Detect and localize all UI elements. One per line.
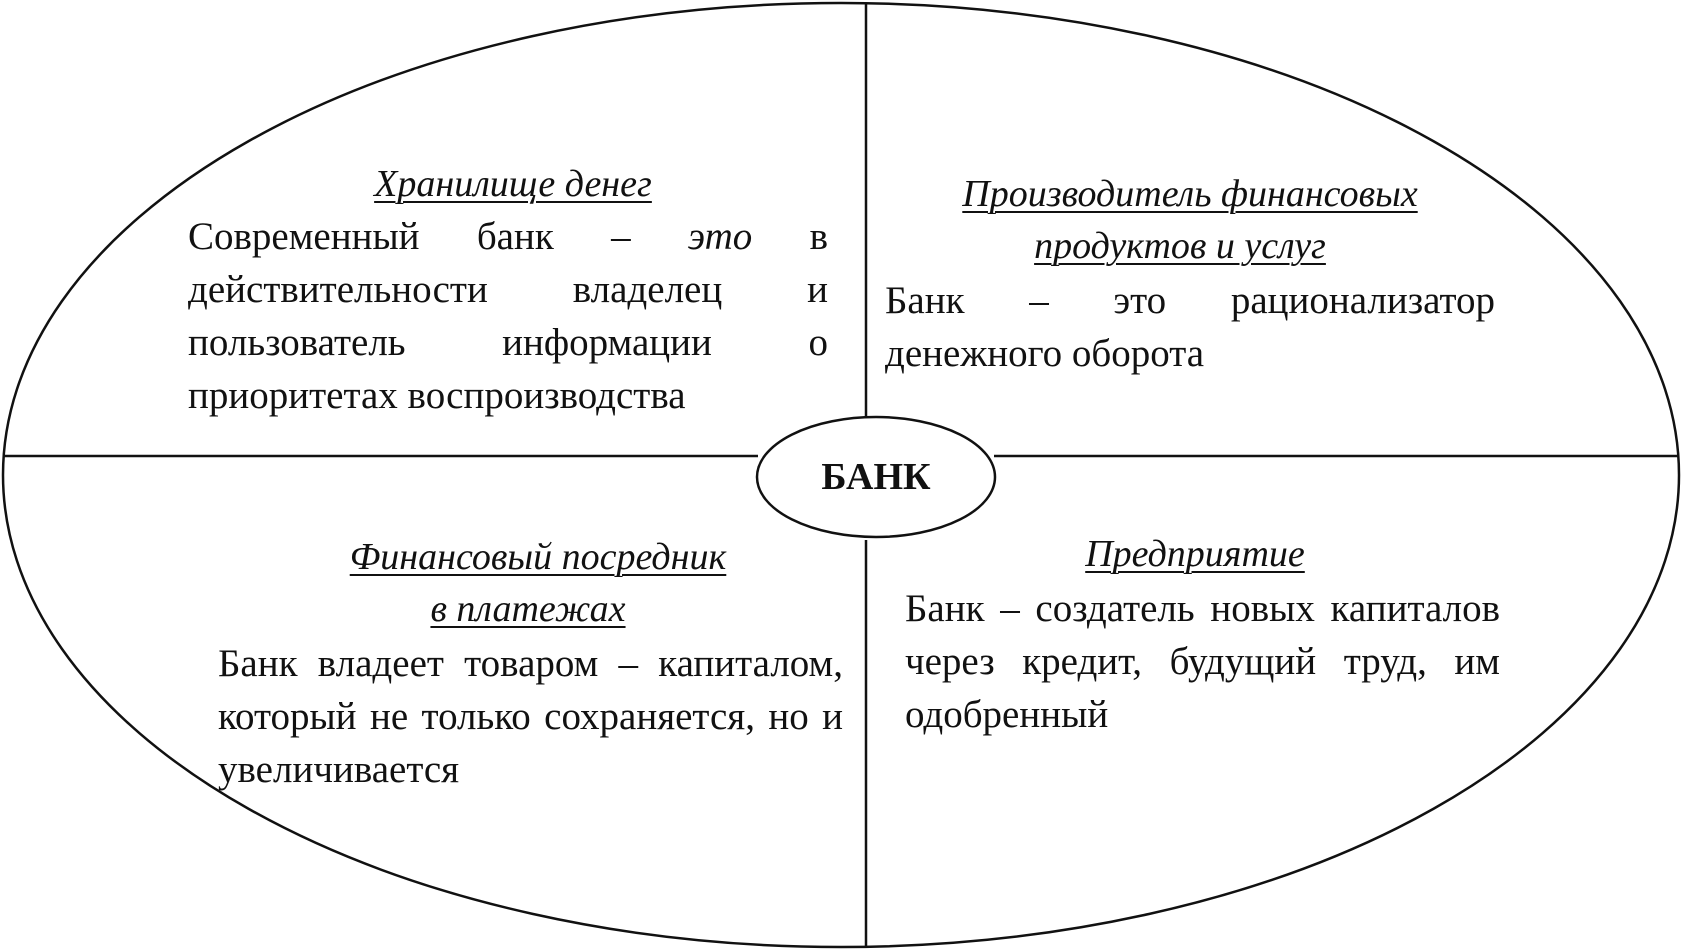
quadrant-text: Банк – это рационализатор денежного оборота (885, 279, 1495, 375)
quadrant-enterprise (905, 528, 1500, 741)
quadrant-title-line1: Производитель финансовых (962, 173, 1418, 215)
center-label: БАНК (821, 456, 931, 498)
text-segment: Современный банк – (188, 215, 688, 258)
text-segment: в действительности владелец и пользователь информации о приоритетах воспроизводства (188, 215, 828, 417)
text-italic-segment: это (687, 215, 753, 258)
quadrant-storage (188, 158, 828, 422)
quadrant-title: Предприятие (1085, 533, 1305, 575)
quadrant-title: Хранилище денег (374, 163, 652, 205)
quadrant-producer (885, 168, 1495, 380)
quadrant-text: Банк – создатель новых капиталов через кредит, будущий труд, им одобренный (905, 587, 1500, 736)
quadrant-text (188, 210, 828, 422)
quadrant-title-line2: продуктов и услуг (1034, 225, 1326, 267)
quadrant-title-line2: в платежах (430, 588, 626, 630)
quadrant-text: Банк владеет товаром – капиталом, который не только сохраняется, но и увеличивается (218, 642, 843, 791)
quadrant-title-line1: Финансовый посредник (349, 536, 727, 578)
quadrant-intermediary (218, 531, 843, 796)
